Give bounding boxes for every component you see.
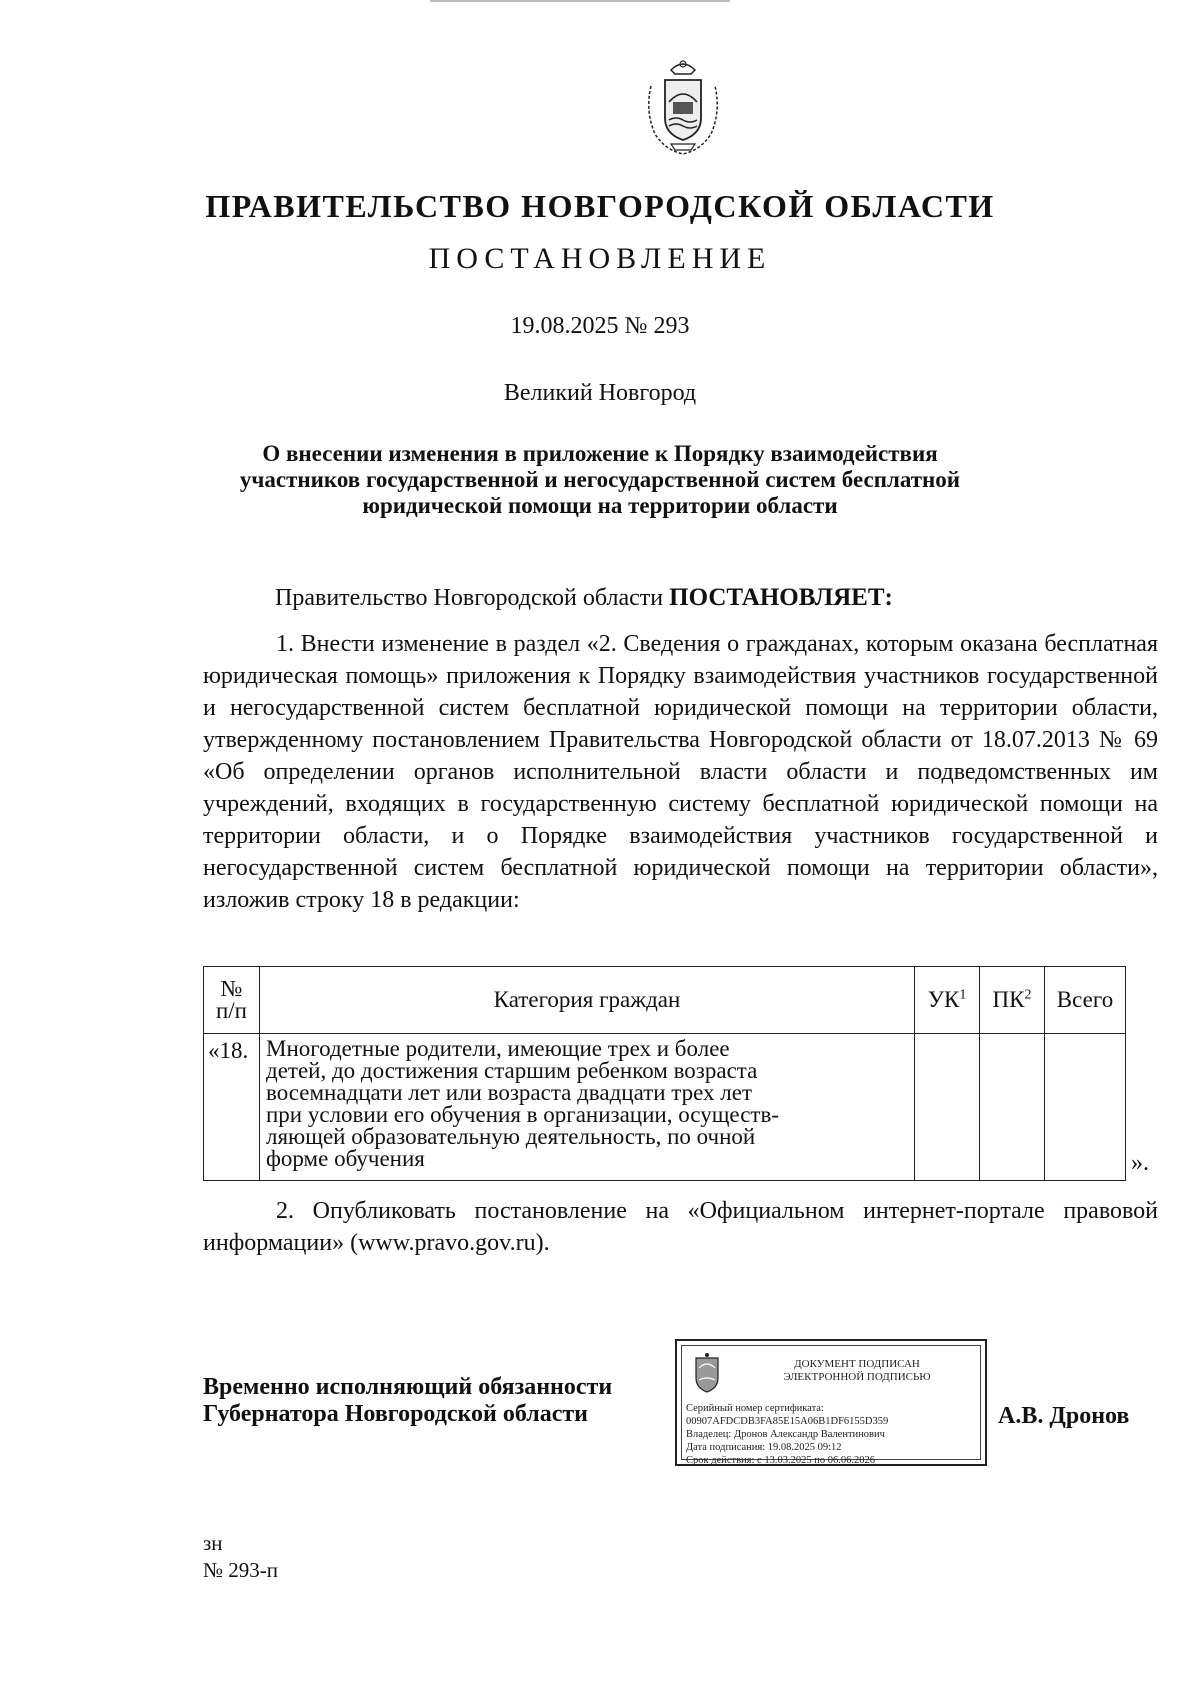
footer-initials: зн xyxy=(203,1531,223,1555)
header-number: № п/п xyxy=(204,967,260,1034)
document-title xyxy=(180,441,1020,519)
document-footer xyxy=(203,1530,278,1584)
stamp-emblem-icon xyxy=(688,1352,726,1396)
citizen-category-table xyxy=(203,966,1126,1181)
stamp-serial: 00907AFDCDB3FA85E15A06B1DF6155D359 xyxy=(686,1416,889,1427)
row-category: Многодетные родители, имеющие трех и более детей, до достижения старшим ребенком возраста восемнадцати лет или возраста двадцати трех лет при условии его обучения в организации, осуществ- ляющей образовательную деятельность, по очной форме обучения xyxy=(260,1034,915,1181)
stamp-owner: Владелец: Дронов Александр Валентинович xyxy=(686,1429,885,1440)
title-line: участников государственной и негосударственной систем бесплатной xyxy=(239,467,961,492)
coat-of-arms-emblem xyxy=(641,56,725,156)
footer-number: № 293-п xyxy=(203,1558,279,1582)
table-header-row xyxy=(204,967,1126,1034)
stamp-validity: Срок действия: с 13.03.2025 по 06.06.2026 xyxy=(686,1455,875,1466)
row-uk xyxy=(915,1034,980,1181)
preamble-decree-word: ПОСТАНОВЛЯЕТ: xyxy=(669,584,893,611)
title-line: О внесении изменения в приложение к Порядку взаимодействия xyxy=(262,441,938,466)
signer-name: А.В. Дронов xyxy=(998,1403,1130,1429)
paragraph-1: 1. Внести изменение в раздел «2. Сведения о гражданах, которым оказана бесплатная юридическая помощь» приложения к Порядку взаимодействия участников государственной и негосударственной систем бесплатной юридической помощи на территории области, утвержденному постановлением Правительства Новгородской области от 18.07.2013 № 69 «Об определении органов исполнительной власти области и подведомственных им учреждений, входящих в государственную систему бесплатной юридической помощи на территории области, и о Порядке взаимодействия участников государственной и негосударственной систем бесплатной юридической помощи на территории области», изложив строку 18 в редакции: xyxy=(203,631,1158,913)
date-and-number: 19.08.2025 № 293 xyxy=(510,313,690,339)
stamp-frame xyxy=(681,1345,981,1466)
preamble xyxy=(275,584,893,612)
city: Великий Новгород xyxy=(503,380,697,406)
document-type: ПОСТАНОВЛЕНИЕ xyxy=(428,242,772,275)
title-line: юридической помощи на территории области xyxy=(362,493,838,518)
header-pk: $ПК^2$ xyxy=(980,967,1045,1034)
stamp-details xyxy=(686,1402,888,1467)
stamp-signed-date: Дата подписания: 19.08.2025 09:12 xyxy=(686,1442,842,1453)
scan-artifact-line xyxy=(430,0,730,2)
stamp-heading: ДОКУМЕНТ ПОДПИСАН ЭЛЕКТРОННОЙ ПОДПИСЬЮ xyxy=(783,1358,931,1383)
header-category: Категория граждан xyxy=(260,967,915,1034)
header-uk: $УК^1$ xyxy=(915,967,980,1034)
stamp-serial-label: Серийный номер сертификата: xyxy=(686,1403,824,1414)
header-total: Всего xyxy=(1045,967,1126,1034)
electronic-signature-stamp xyxy=(675,1339,987,1466)
table-row xyxy=(204,1034,1126,1181)
row-number: «18. xyxy=(204,1034,260,1181)
row-total xyxy=(1045,1034,1126,1181)
signer-position: Временно исполняющий обязанности Губернатора Новгородской области xyxy=(203,1374,613,1427)
paragraph-2: 2. Опубликовать постановление на «Официальном интернет-портале правовой информации» (www.pravo.gov.ru). xyxy=(203,1198,1158,1256)
row-pk xyxy=(980,1034,1045,1181)
organization-name: ПРАВИТЕЛЬСТВО НОВГОРОДСКОЙ ОБЛАСТИ xyxy=(205,188,995,224)
table-closing-quote: ». xyxy=(1131,1150,1149,1176)
preamble-text: Правительство Новгородской области xyxy=(275,585,670,611)
